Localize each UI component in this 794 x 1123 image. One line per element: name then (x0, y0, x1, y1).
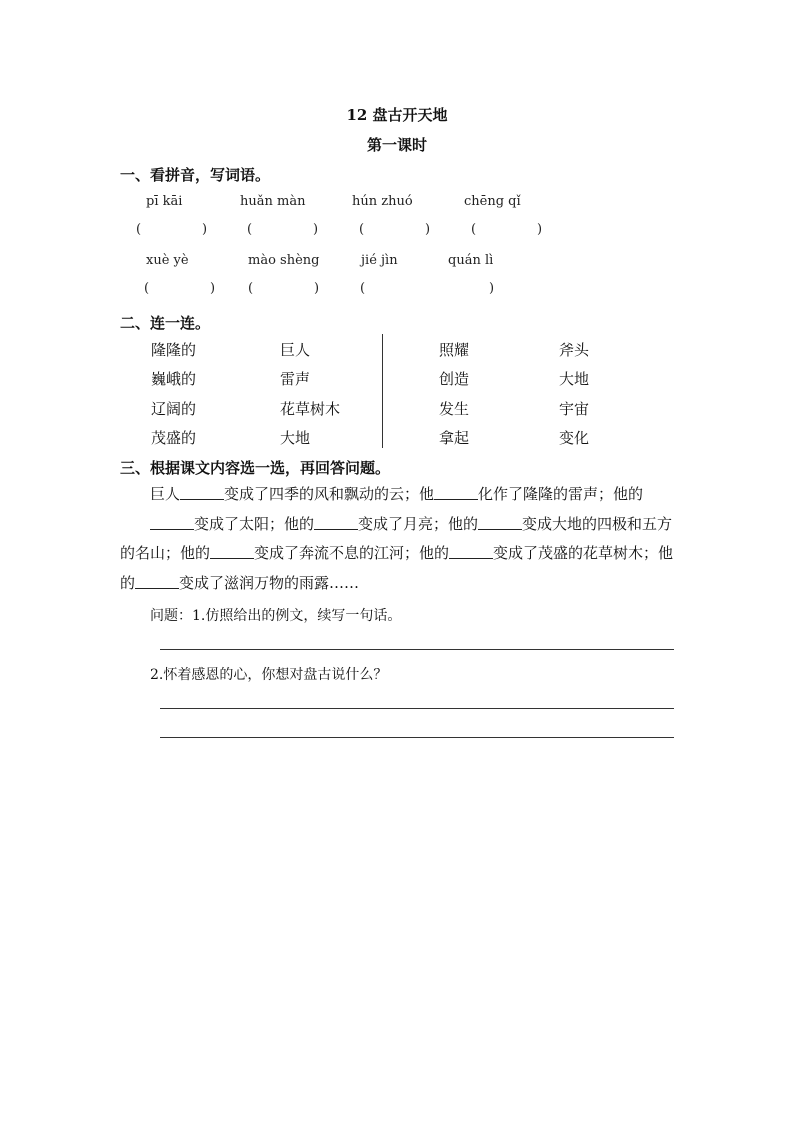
fill-in-passage: 巨人 变成了四季的风和飘动的云；他 化作了隆隆的雷声；他的 变成了太阳；他的 变成了月亮；他的 变成大地的四极和五方的名山；他的 变成了奔流不息的江河；他的 变成了茂盛的花草树木；他的 变成了滋润万物的雨露…… (120, 485, 674, 592)
answer-paren-open: ( (144, 281, 150, 296)
match-right-verb: 照耀 (439, 341, 470, 359)
pinyin-item: pī kāi (146, 194, 183, 209)
answer-paren-close: ) (313, 222, 319, 237)
match-left-noun: 大地 (280, 429, 311, 447)
fill-blank[interactable] (150, 515, 194, 530)
answer-paren-close: ) (489, 281, 495, 296)
answer-paren-open: ( (471, 222, 477, 237)
pinyin-item: chēng qǐ (464, 194, 521, 209)
section-1-heading: 一、看拼音，写词语。 (120, 166, 271, 184)
answer-paren-close: ) (202, 222, 208, 237)
answer-paren-open: ( (248, 281, 254, 296)
answer-line[interactable] (160, 708, 674, 709)
match-left-adjective: 茂盛的 (151, 429, 197, 447)
match-right-noun: 变化 (559, 429, 590, 447)
match-right-verb: 拿起 (439, 429, 470, 447)
match-right-noun: 宇宙 (559, 400, 590, 418)
answer-paren-open: ( (136, 222, 142, 237)
answer-paren-open: ( (360, 281, 366, 296)
answer-paren-close: ) (537, 222, 543, 237)
pinyin-item: quán lì (448, 253, 494, 268)
match-left-adjective: 巍峨的 (151, 370, 197, 388)
fill-blank[interactable] (449, 544, 493, 559)
pinyin-item: xuè yè (146, 253, 189, 268)
page-title: 12 盘古开天地 (346, 106, 448, 124)
match-right-noun: 大地 (559, 370, 590, 388)
match-left-adjective: 隆隆的 (151, 341, 197, 359)
match-right-noun: 斧头 (559, 341, 590, 359)
answer-paren-close: ) (314, 281, 320, 296)
answer-paren-open: ( (359, 222, 365, 237)
answer-line[interactable] (160, 649, 674, 650)
answer-paren-close: ) (425, 222, 431, 237)
match-divider (382, 334, 383, 448)
fill-blank[interactable] (210, 544, 254, 559)
pinyin-item: mào shèng (248, 253, 320, 268)
section-3-heading: 三、根据课文内容选一选，再回答问题。 (120, 459, 391, 477)
match-left-noun: 雷声 (280, 370, 311, 388)
answer-line[interactable] (160, 737, 674, 738)
fill-blank[interactable] (478, 515, 522, 530)
page-subtitle: 第一课时 (366, 136, 427, 154)
match-left-noun: 巨人 (280, 341, 311, 359)
match-right-verb: 发生 (439, 400, 470, 418)
fill-blank[interactable] (180, 485, 224, 500)
answer-paren-close: ) (210, 281, 216, 296)
pinyin-item: huǎn màn (240, 194, 306, 209)
answer-paren-open: ( (247, 222, 253, 237)
fill-blank[interactable] (135, 574, 179, 589)
match-left-adjective: 辽阔的 (151, 400, 197, 418)
section-2-heading: 二、连一连。 (120, 314, 211, 332)
fill-blank[interactable] (434, 485, 478, 500)
match-right-verb: 创造 (439, 370, 470, 388)
pinyin-item: hún zhuó (352, 194, 413, 209)
pinyin-item: jié jìn (361, 253, 398, 268)
fill-blank[interactable] (314, 515, 358, 530)
question-2: 2.怀着感恩的心，你想对盘古说什么？ (150, 667, 388, 683)
question-1: 问题：1.仿照给出的例文，续写一句话。 (150, 608, 402, 624)
match-left-noun: 花草树木 (280, 400, 341, 418)
